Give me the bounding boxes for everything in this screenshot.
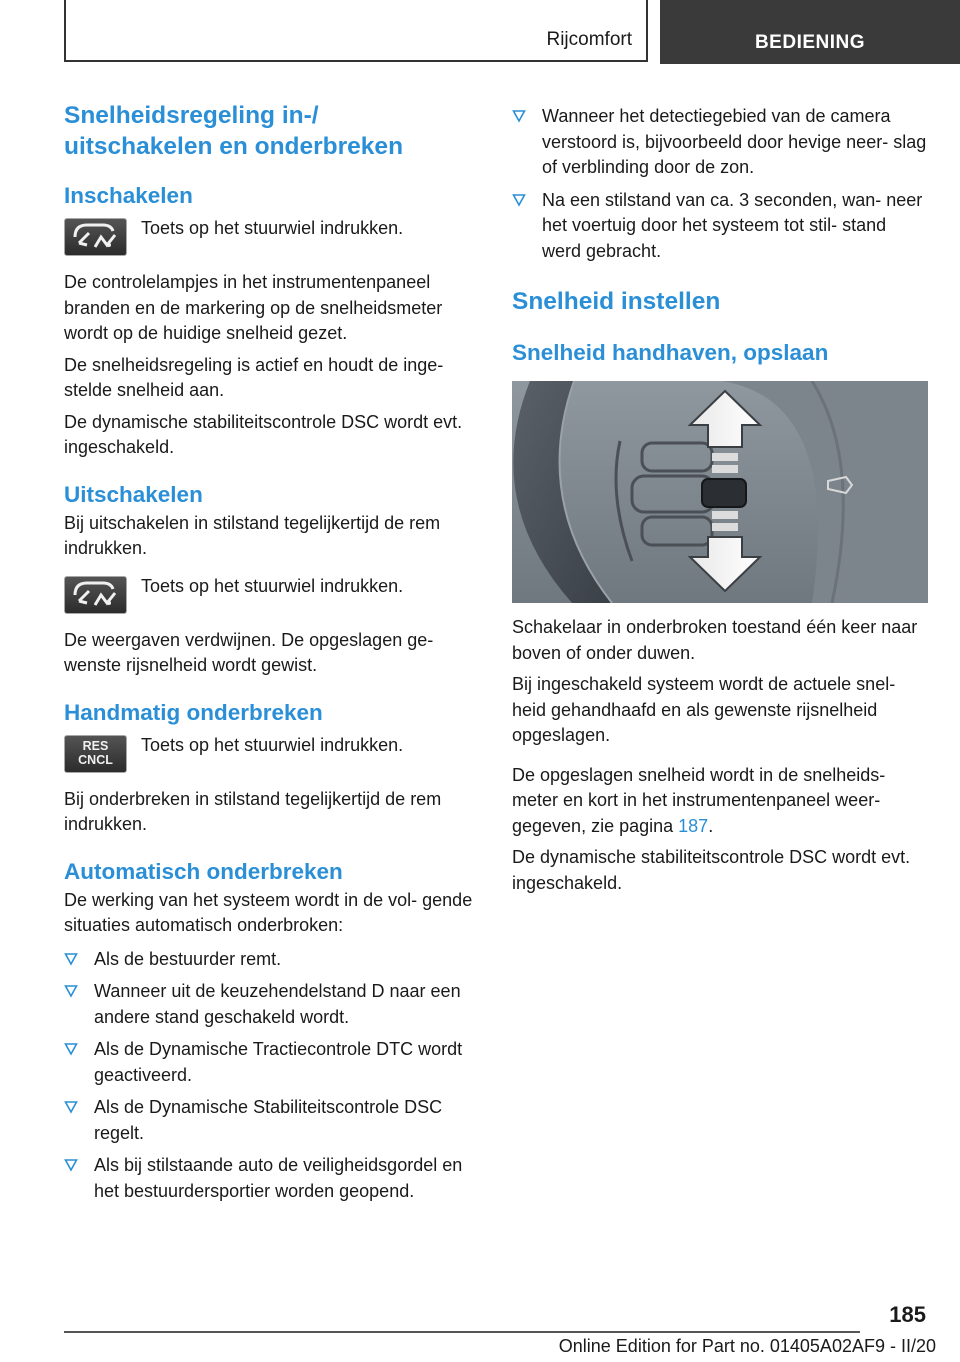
inschakelen-key-row	[64, 216, 482, 256]
footer-divider	[64, 1331, 860, 1333]
triangle-bullet-icon	[64, 983, 78, 999]
uitschakelen-para-2: De weergaven verdwijnen. De opgeslagen ge‐ wenste rijsnelheid wordt gewist.	[64, 629, 434, 675]
header-section-title: Rijcomfort	[546, 29, 632, 50]
list-item-text: Als de Dynamische Tractiecontrole DTC wordt geactiveerd.	[94, 1039, 463, 1085]
handhaven-para-1: Schakelaar in onderbroken toestand één keer naar boven of onder duwen.	[512, 617, 918, 663]
triangle-bullet-icon	[512, 192, 526, 208]
res-cncl-key-icon	[64, 735, 127, 773]
list-item	[64, 947, 482, 973]
uitschakelen-key-text: Toets op het stuurwiel indrukken.	[141, 575, 404, 596]
handmatig-para-1: Bij onderbreken in stilstand tegelijkertijd de rem indrukken.	[64, 788, 442, 834]
inschakelen-para-3: De dynamische stabiliteitscontrole DSC wordt evt. ingeschakeld.	[64, 411, 463, 457]
uitschakelen-heading: Uitschakelen	[64, 481, 203, 507]
inschakelen-para-1: De controlelampjes in het instrumentenpaneel branden en de markering op de snelheidsmeter wordt op de huidige snelheid gezet.	[64, 272, 443, 343]
header-chapter-tab	[660, 0, 960, 64]
automatisch-heading: Automatisch onderbreken	[64, 858, 343, 884]
left-column	[64, 100, 482, 1204]
handmatig-heading: Handmatig onderbreken	[64, 699, 323, 725]
handhaven-para-4: De dynamische stabiliteitscontrole DSC wordt evt. ingeschakeld.	[512, 847, 911, 893]
header-chapter-title: BEDIENING	[754, 32, 866, 53]
triangle-bullet-icon	[64, 1099, 78, 1115]
automatisch-para-1: De werking van het systeem wordt in de vol‐ gende situaties automatisch onderbroken:	[64, 889, 473, 935]
cruise-control-key-icon	[64, 218, 127, 256]
page-reference-link[interactable]: 187	[678, 815, 709, 836]
steering-wheel-rocker-illustration	[512, 381, 928, 603]
uitschakelen-key-row	[64, 574, 482, 614]
page-number: 185	[889, 1302, 926, 1327]
list-item-text: Als de Dynamische Stabiliteitscontrole DSC regelt.	[94, 1097, 443, 1143]
footer-edition: Online Edition for Part no. 01405A02AF9 - II/20	[558, 1336, 936, 1356]
handmatig-key-row	[64, 733, 482, 773]
res-key-label-bottom: CNCL	[78, 752, 113, 767]
inschakelen-key-text: Toets op het stuurwiel indrukken.	[141, 218, 404, 238]
automatisch-list	[64, 947, 482, 1205]
list-item-text: Als de bestuurder remt.	[94, 948, 282, 969]
cruise-control-key-icon	[64, 576, 127, 614]
triangle-bullet-icon	[64, 951, 78, 967]
inschakelen-para-2: De snelheidsregeling is actief en houdt de inge‐ stelde snelheid aan.	[64, 354, 444, 400]
list-item	[64, 1153, 482, 1204]
list-item	[64, 979, 482, 1030]
list-item-text: Wanneer uit de keuzehendelstand D naar een andere stand geschakeld wordt.	[94, 981, 461, 1027]
list-item-text: Na een stilstand van ca. 3 seconden, wan‐ neer het voertuig door het systeem tot stil‐ stand werd gebracht.	[542, 189, 923, 261]
triangle-bullet-icon	[64, 1157, 78, 1173]
snelheid-handhaven-heading: Snelheid handhaven, opslaan	[512, 340, 829, 365]
list-item-text: Als bij stilstaande auto de veiligheidsgordel en het bestuurdersportier worden geopend.	[94, 1155, 463, 1201]
list-item	[512, 188, 930, 265]
automatisch-list-continued	[512, 104, 930, 264]
uitschakelen-para-1: Bij uitschakelen in stilstand tegelijkertijd de rem indrukken.	[64, 512, 441, 558]
triangle-bullet-icon	[512, 108, 526, 124]
handhaven-para-3-text: De opgeslagen snelheid wordt in de snelheids‐ meter en kort in het instrumentenpaneel weer‐ gegeven, zie pagina	[512, 764, 886, 836]
snelheid-instellen-title: Snelheid instellen	[512, 288, 721, 315]
right-column	[512, 104, 930, 896]
handmatig-key-text: Toets op het stuurwiel indrukken.	[141, 734, 404, 755]
res-key-label-top: RES	[82, 738, 109, 753]
handhaven-para-3	[512, 763, 930, 840]
list-item	[64, 1095, 482, 1146]
list-item	[64, 1037, 482, 1088]
list-item	[512, 104, 930, 181]
list-item-text: Wanneer het detectiegebied van de camera verstoord is, bijvoorbeeld door hevige neer‐ slag of verblinding door de zon.	[542, 106, 927, 177]
main-title: Snelheidsregeling in-/ uitschakelen en onderbreken	[64, 102, 404, 160]
inschakelen-heading: Inschakelen	[64, 183, 193, 208]
handhaven-para-2: Bij ingeschakeld systeem wordt de actuele snel‐ heid gehandhaafd en als gewenste rijsnelheid opgeslagen.	[512, 674, 896, 745]
header-section-box	[64, 0, 648, 62]
triangle-bullet-icon	[64, 1041, 78, 1057]
handhaven-para-3-end: .	[708, 815, 714, 836]
